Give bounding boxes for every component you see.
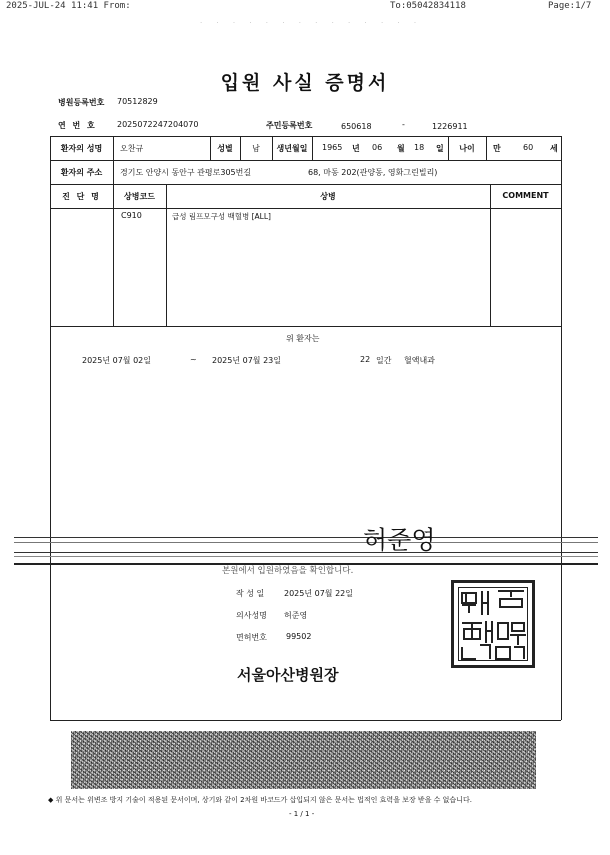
diagnosis-name-header: 상병: [320, 192, 336, 201]
fax-page-number: Page:1/7: [548, 1, 592, 11]
footer-page: - 1 / 1 -: [289, 810, 315, 818]
doctor-signature: 허준영: [363, 525, 436, 555]
patient-reference: 위 환자는: [286, 334, 320, 343]
admission-days-unit: 일간: [376, 356, 392, 365]
hospital-reg-no: 70512829: [117, 97, 158, 106]
doctor-name: 허준영: [284, 611, 308, 620]
age-label: 나이: [459, 144, 475, 153]
rrn-front: 650618: [341, 122, 372, 131]
rrn-label: 주민등록번호: [266, 121, 313, 130]
dob-label: 생년월일: [276, 144, 308, 153]
license-label: 면허번호: [236, 633, 267, 642]
doctor-label: 의사성명: [236, 611, 267, 620]
dob-month-unit: 월: [397, 144, 405, 153]
sex-label: 성별: [217, 144, 233, 153]
diagnosis-code-header: 상병코드: [124, 192, 155, 201]
patient-age: 60: [523, 143, 534, 152]
license-number: 99502: [286, 632, 312, 641]
footer-notice: ◆ 위 문서는 위변조 방지 기술이 적용된 문서이며, 상기와 같이 2차원 바코드가 삽입되지 않은 문서는 법적인 효력을 보장 받을 수 없습니다.: [48, 796, 472, 804]
certification-statement: 본원에서 입원하였음을 확인합니다.: [222, 566, 354, 576]
patient-sex: 남: [252, 144, 260, 153]
issue-date-label: 작 성 일: [236, 589, 265, 598]
admission-department: 혈액내과: [404, 356, 435, 365]
dob-year: 1965: [322, 143, 343, 152]
dob-month: 06: [372, 143, 383, 152]
2d-barcode: [71, 731, 536, 789]
fax-recipient: To:05042834118: [390, 1, 466, 11]
fax-timestamp: 2025-JUL-24 11:41 From:: [6, 1, 131, 11]
dob-year-unit: 년: [352, 144, 360, 153]
address-line-1: 경기도 안양시 동안구 관평로305번길: [120, 168, 252, 177]
document-title: 입원 사실 증명서: [220, 72, 390, 94]
rrn-back: 1226911: [432, 122, 468, 131]
hospital-seal-icon: [451, 580, 535, 668]
fax-faint-line: . . . . . . . . . . . . . .: [200, 17, 423, 25]
age-unit: 세: [550, 144, 558, 153]
admission-days: 22: [360, 355, 371, 364]
diagnosis-label: 진 단 명: [62, 192, 101, 201]
address-label: 환자의 주소: [60, 168, 103, 177]
diagnosis-code: C910: [121, 211, 142, 220]
diagnosis-name: 급성 림프모구성 백혈병 [ALL]: [172, 212, 271, 221]
patient-name: 오찬규: [120, 144, 144, 153]
age-prefix: 만: [493, 144, 501, 153]
address-line-2: 68, 마동 202(관양동, 영화그린빌리): [308, 168, 438, 177]
rrn-dash: -: [402, 120, 405, 129]
dob-day: 18: [414, 143, 425, 152]
admission-end-date: 2025년 07월 23일: [212, 356, 281, 365]
issue-date: 2025년 07월 22일: [284, 589, 353, 598]
serial-no: 2025072247204070: [117, 120, 199, 129]
serial-label: 연 번 호: [58, 121, 97, 130]
patient-name-label: 환자의 성명: [60, 144, 103, 153]
dob-day-unit: 일: [436, 144, 444, 153]
admission-start-date: 2025년 07월 02일: [82, 356, 151, 365]
diagnosis-comment-header: COMMENT: [502, 191, 549, 200]
hospital-name: 서울아산병원장: [237, 666, 339, 684]
admission-tilde: ~: [190, 355, 197, 364]
hospital-reg-label: 병원등록번호: [58, 98, 105, 107]
